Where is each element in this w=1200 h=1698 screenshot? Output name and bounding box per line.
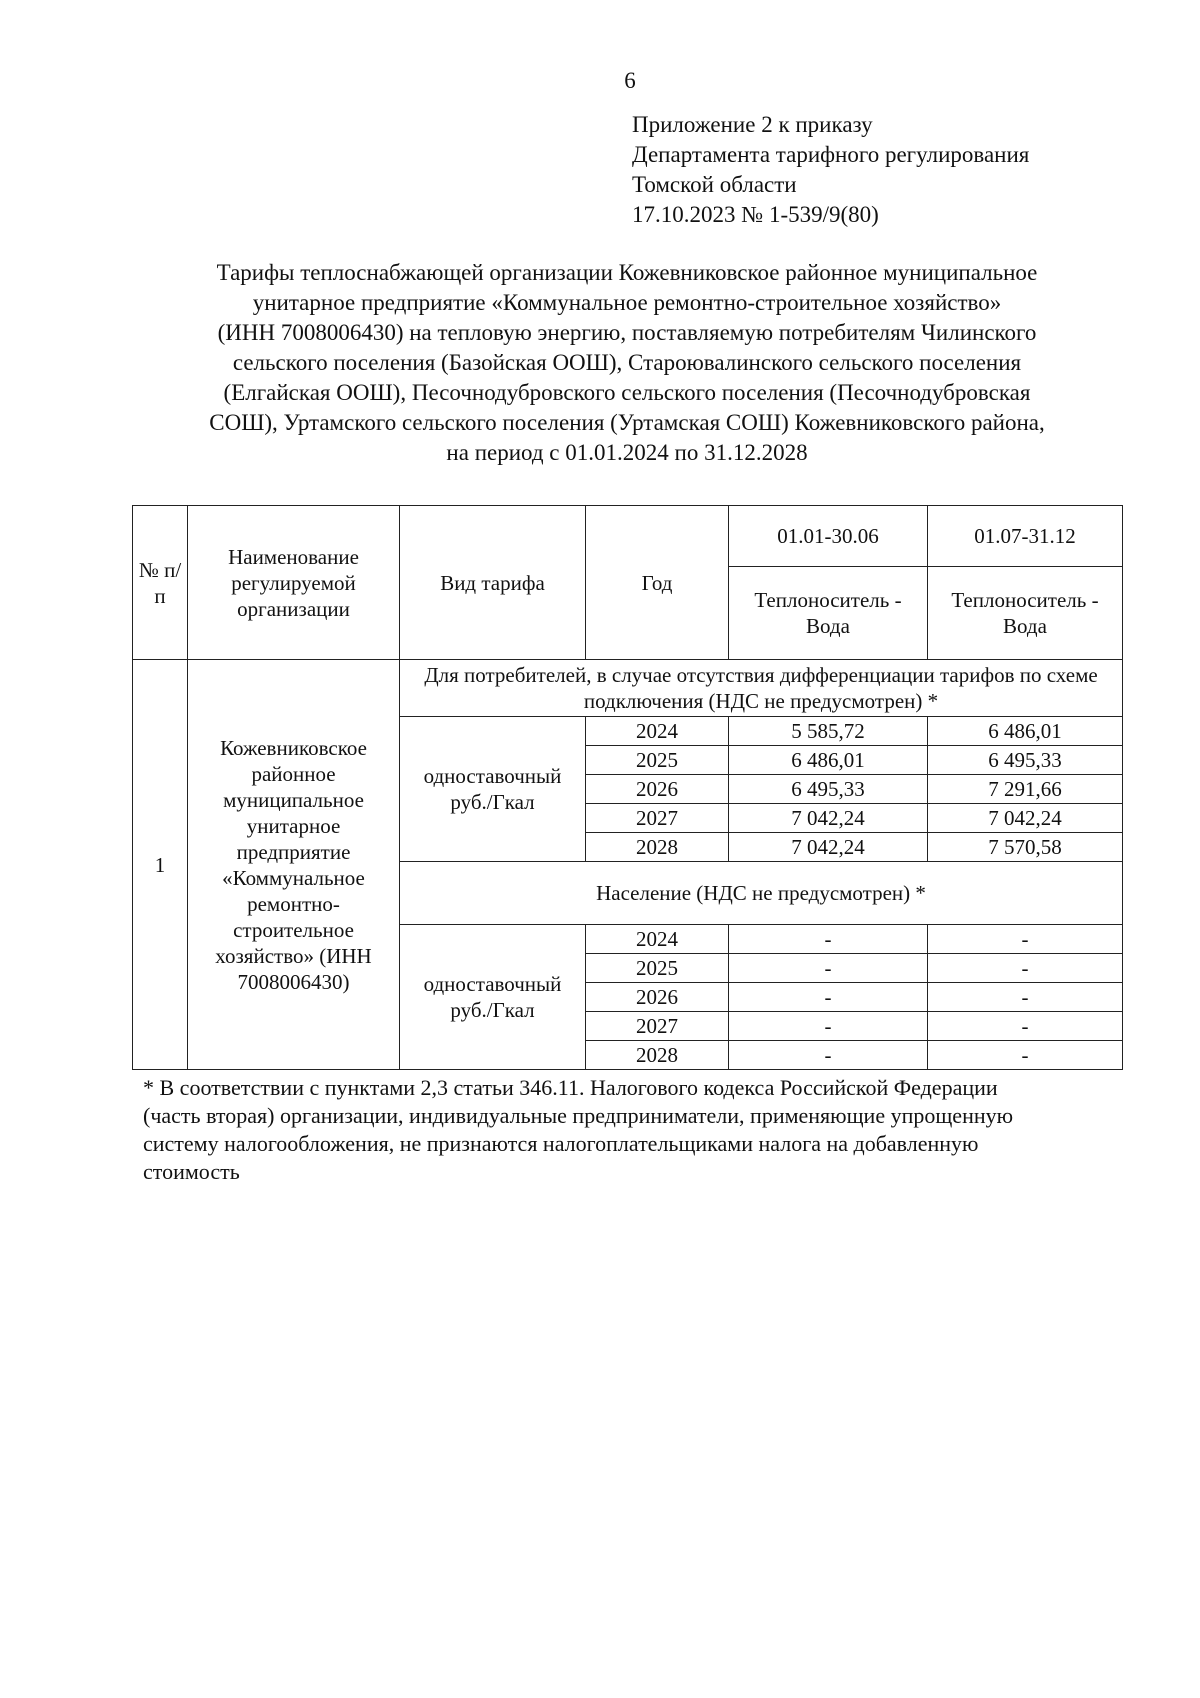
value-cell: 5 585,72: [729, 717, 928, 746]
value-cell: -: [928, 925, 1123, 954]
value-cell: 7 042,24: [928, 804, 1123, 833]
approval-order-number: 17.10.2023 № 1-539/9(80): [632, 202, 879, 227]
value-cell: -: [928, 983, 1123, 1012]
title-line: (Елгайская ООШ), Песочнодубровского сельского поселения (Песочнодубровская: [223, 380, 1031, 405]
tariff-table: [132, 505, 1123, 1070]
header-tariff-type: Вид тарифа: [400, 506, 586, 660]
value-cell: 6 495,33: [928, 746, 1123, 775]
header-period-1: 01.01-30.06: [729, 506, 928, 567]
footnote-line: * В соответствии с пунктами 2,3 статьи 346.11. Налогового кодекса Российской Федерации: [143, 1075, 998, 1100]
year-cell: 2028: [586, 833, 729, 862]
header-year: Год: [586, 506, 729, 660]
value-cell: 7 570,58: [928, 833, 1123, 862]
year-cell: 2025: [586, 746, 729, 775]
approval-block: [632, 110, 1029, 230]
value-cell: -: [928, 1012, 1123, 1041]
year-cell: 2024: [586, 717, 729, 746]
title-line: СОШ), Уртамского сельского поселения (Уртамская СОШ) Кожевниковского района,: [209, 410, 1045, 435]
footnote-line: стоимость: [143, 1159, 240, 1184]
footnote-line: систему налогообложения, не признаются налогоплательщиками налога на добавленную: [143, 1131, 979, 1156]
value-cell: 7 042,24: [729, 804, 928, 833]
header-carrier-2: Теплоноситель - Вода: [928, 567, 1123, 660]
header-carrier-1: Теплоноситель - Вода: [729, 567, 928, 660]
section-label: Для потребителей, в случае отсутствия дифференциации тарифов по схеме подключения (НДС не предусмотрен) *: [400, 660, 1123, 717]
year-cell: 2024: [586, 925, 729, 954]
value-cell: 7 042,24: [729, 833, 928, 862]
approval-line: Департамента тарифного регулирования: [632, 142, 1030, 167]
header-period-2: 01.07-31.12: [928, 506, 1123, 567]
year-cell: 2026: [586, 983, 729, 1012]
title-line: унитарное предприятие «Коммунальное ремонтно-строительное хозяйство»: [252, 290, 1002, 315]
value-cell: -: [928, 954, 1123, 983]
org-name-cell: Кожевниковское районное муниципальное унитарное предприятие «Коммунальное ремонтно-строительное хозяйство» (ИНН 7008006430): [188, 660, 400, 1070]
value-cell: 7 291,66: [928, 775, 1123, 804]
page-number: 6: [624, 68, 636, 93]
row-number: 1: [133, 660, 188, 1070]
value-cell: -: [729, 983, 928, 1012]
approval-line: Приложение 2 к приказу: [632, 112, 873, 137]
header-num: № п/п: [133, 506, 188, 660]
title-line: Тарифы теплоснабжающей организации Кожевниковское районное муниципальное: [216, 260, 1038, 285]
value-cell: 6 495,33: [729, 775, 928, 804]
footnote-line: (часть вторая) организации, индивидуальные предприниматели, применяющие упрощенную: [143, 1103, 1014, 1128]
title-line: (ИНН 7008006430) на тепловую энергию, поставляемую потребителям Чилинского: [217, 320, 1037, 345]
value-cell: 6 486,01: [729, 746, 928, 775]
year-cell: 2028: [586, 1041, 729, 1070]
section-label: Население (НДС не предусмотрен) *: [400, 862, 1123, 925]
value-cell: 6 486,01: [928, 717, 1123, 746]
value-cell: -: [729, 1041, 928, 1070]
value-cell: -: [729, 1012, 928, 1041]
year-cell: 2027: [586, 1012, 729, 1041]
title-line: на период с 01.01.2024 по 31.12.2028: [446, 440, 808, 465]
document-title: [132, 258, 1122, 468]
value-cell: -: [928, 1041, 1123, 1070]
value-cell: -: [729, 954, 928, 983]
section-label-row: [133, 660, 1123, 717]
approval-line: Томской области: [632, 172, 797, 197]
title-line: сельского поселения (Базойская ООШ), Староювалинского сельского поселения: [232, 350, 1022, 375]
value-cell: -: [729, 925, 928, 954]
tariff-type-cell: одноставочный руб./Гкал: [400, 925, 586, 1070]
header-row: [133, 506, 1123, 567]
year-cell: 2025: [586, 954, 729, 983]
footnote: [143, 1074, 1113, 1186]
tariff-type-cell: одноставочный руб./Гкал: [400, 717, 586, 862]
year-cell: 2026: [586, 775, 729, 804]
header-org: Наименование регулируемой организации: [188, 506, 400, 660]
year-cell: 2027: [586, 804, 729, 833]
